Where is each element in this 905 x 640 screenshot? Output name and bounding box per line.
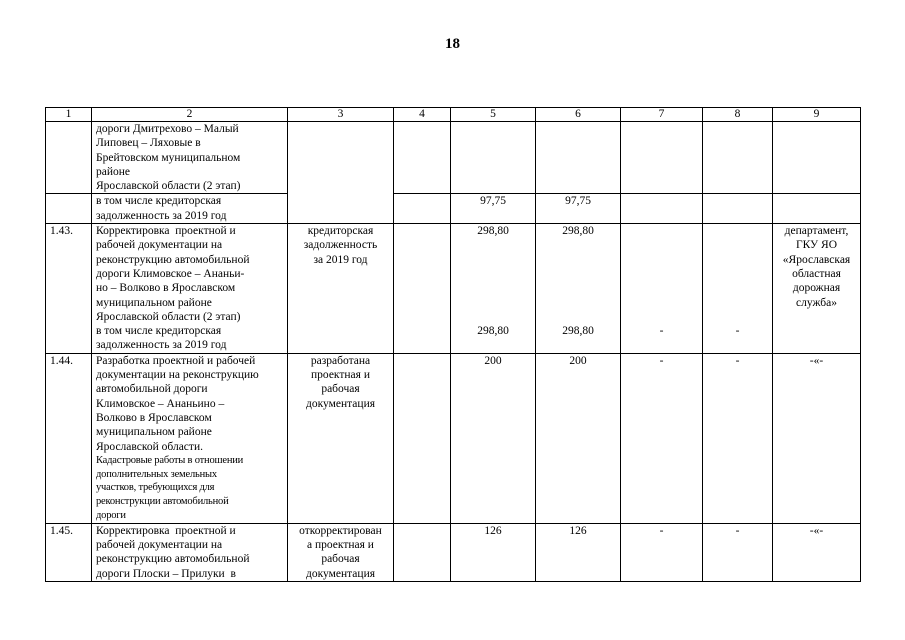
- text-line: Брейтовском муниципальном: [96, 151, 241, 164]
- cell-col4: [394, 194, 451, 224]
- table-row: [46, 523, 861, 581]
- text-line: «Ярославская: [782, 253, 851, 266]
- text-line: документация: [305, 567, 376, 580]
- cell-number: 1.44.: [46, 353, 92, 523]
- cell-col8: -: [703, 523, 773, 581]
- col-header-7: 7: [621, 108, 703, 122]
- cell-col5: [451, 122, 536, 194]
- text-line: задолженность за 2019 год: [96, 209, 227, 222]
- text-line: областная: [792, 267, 841, 280]
- program-table: [45, 107, 861, 582]
- text-line: Кадастровые работы в отношении: [96, 454, 244, 466]
- cell-result: [288, 224, 394, 354]
- page-number: 18: [445, 36, 460, 52]
- text-line: документация: [305, 397, 376, 410]
- cell-result: [288, 122, 394, 224]
- cell-description-note: [96, 454, 283, 523]
- text-line: документации на реконструкцию: [96, 369, 259, 382]
- text-line: Климовское – Ананьино –: [96, 397, 225, 410]
- text-line: дороги Климовское – Ананьи-: [96, 267, 245, 280]
- table-row: [46, 194, 861, 224]
- col-header-4: 4: [394, 108, 451, 122]
- cell-col8: -: [703, 324, 773, 353]
- cell-col9: -«-: [773, 523, 861, 581]
- cell-col6: 97,75: [536, 194, 621, 224]
- text-line: проектная и: [311, 369, 370, 382]
- cell-col8: [703, 122, 773, 194]
- cell-col9: [773, 122, 861, 194]
- col-header-3: 3: [288, 108, 394, 122]
- text-line: дорожная: [792, 282, 841, 295]
- text-line: реконструкцию автомобильной: [96, 553, 250, 566]
- text-line: реконструкции автомобильной: [96, 496, 229, 508]
- text-line: муниципальном районе: [96, 426, 212, 439]
- table-row: [46, 122, 861, 194]
- cell-col7: -: [621, 523, 703, 581]
- cell-col6: 200: [536, 353, 621, 523]
- text-line: Ярославской области.: [96, 440, 203, 453]
- cell-col9: -«-: [773, 353, 861, 523]
- text-line: дополнительных земельных: [96, 468, 217, 480]
- text-line: рабочей документации на: [96, 539, 223, 552]
- table-row: [46, 324, 861, 353]
- table-row: [46, 353, 861, 523]
- header-row: [46, 108, 861, 122]
- cell-col9: [773, 224, 861, 354]
- cell-col8: [703, 224, 773, 325]
- cell-col7: [621, 194, 703, 224]
- cell-result: [288, 353, 394, 523]
- cell-col4: [394, 122, 451, 194]
- text-line: дороги Дмитрехово – Малый: [96, 123, 239, 135]
- text-line: служба»: [796, 296, 837, 309]
- text-line: автомобильной дороги: [96, 383, 208, 396]
- cell-col5: 298,80: [451, 224, 536, 325]
- cell-description: [92, 353, 288, 523]
- cell-col5: 298,80: [451, 324, 536, 353]
- text-line: районе: [96, 165, 131, 178]
- text-line: дороги Плоски – Прилуки в: [96, 567, 236, 580]
- cell-col8: [703, 194, 773, 224]
- cell-col6: 126: [536, 523, 621, 581]
- col-header-2: 2: [92, 108, 288, 122]
- cell-col8: -: [703, 353, 773, 523]
- text-line: Ярославской области (2 этап): [96, 180, 241, 193]
- text-line: задолженность за 2019 год: [96, 339, 227, 352]
- col-header-1: 1: [46, 108, 92, 122]
- text-line: за 2019 год: [313, 253, 368, 266]
- table-row: [46, 224, 861, 325]
- text-line: рабочая: [321, 553, 360, 566]
- cell-col5: 200: [451, 353, 536, 523]
- cell-col7: -: [621, 353, 703, 523]
- text-line: но – Волково в Ярославском: [96, 282, 236, 295]
- cell-col5: 126: [451, 523, 536, 581]
- text-line: в том числе кредиторская: [96, 325, 222, 338]
- col-header-9: 9: [773, 108, 861, 122]
- text-line: Волково в Ярославском: [96, 411, 212, 424]
- cell-description: [92, 324, 288, 353]
- cell-col7: [621, 122, 703, 194]
- col-header-5: 5: [451, 108, 536, 122]
- cell-number: 1.45.: [46, 523, 92, 581]
- text-line: ГКУ ЯО: [795, 239, 838, 252]
- text-line: участков, требующихся для: [96, 482, 215, 494]
- cell-description: [92, 523, 288, 581]
- text-line: Липовец – Ляховые в: [96, 137, 201, 150]
- cell-col4: [394, 224, 451, 354]
- cell-description: [92, 224, 288, 325]
- cell-col7: -: [621, 324, 703, 353]
- text-line: департамент,: [784, 225, 849, 238]
- cell-col5: 97,75: [451, 194, 536, 224]
- cell-description: [92, 122, 288, 194]
- text-line: в том числе кредиторская: [96, 195, 222, 208]
- text-line: задолженность: [303, 239, 378, 252]
- text-line: рабочая: [321, 383, 360, 396]
- cell-number: [46, 122, 92, 194]
- cell-col6: 298,80: [536, 224, 621, 325]
- cell-col4: [394, 353, 451, 523]
- cell-col6: 298,80: [536, 324, 621, 353]
- col-header-6: 6: [536, 108, 621, 122]
- text-line: Ярославской области (2 этап): [96, 310, 241, 323]
- cell-result: [288, 523, 394, 581]
- text-line: кредиторская: [307, 225, 374, 238]
- cell-col6: [536, 122, 621, 194]
- text-line: разработана: [310, 354, 371, 367]
- cell-col4: [394, 523, 451, 581]
- cell-description: [92, 194, 288, 224]
- col-header-8: 8: [703, 108, 773, 122]
- cell-col9: [773, 194, 861, 224]
- text-line: откорректирован: [299, 524, 382, 537]
- text-line: Корректировка проектной и: [96, 524, 236, 537]
- text-line: а проектная и: [307, 539, 374, 552]
- text-line: рабочей документации на: [96, 239, 223, 252]
- cell-number: [46, 194, 92, 224]
- text-line: муниципальном районе: [96, 296, 212, 309]
- text-line: Разработка проектной и рабочей: [96, 354, 256, 367]
- cell-number: 1.43.: [46, 224, 92, 354]
- text-line: Корректировка проектной и: [96, 225, 236, 238]
- text-line: дороги: [96, 510, 126, 522]
- text-line: реконструкцию автомобильной: [96, 253, 250, 266]
- cell-col7: [621, 224, 703, 325]
